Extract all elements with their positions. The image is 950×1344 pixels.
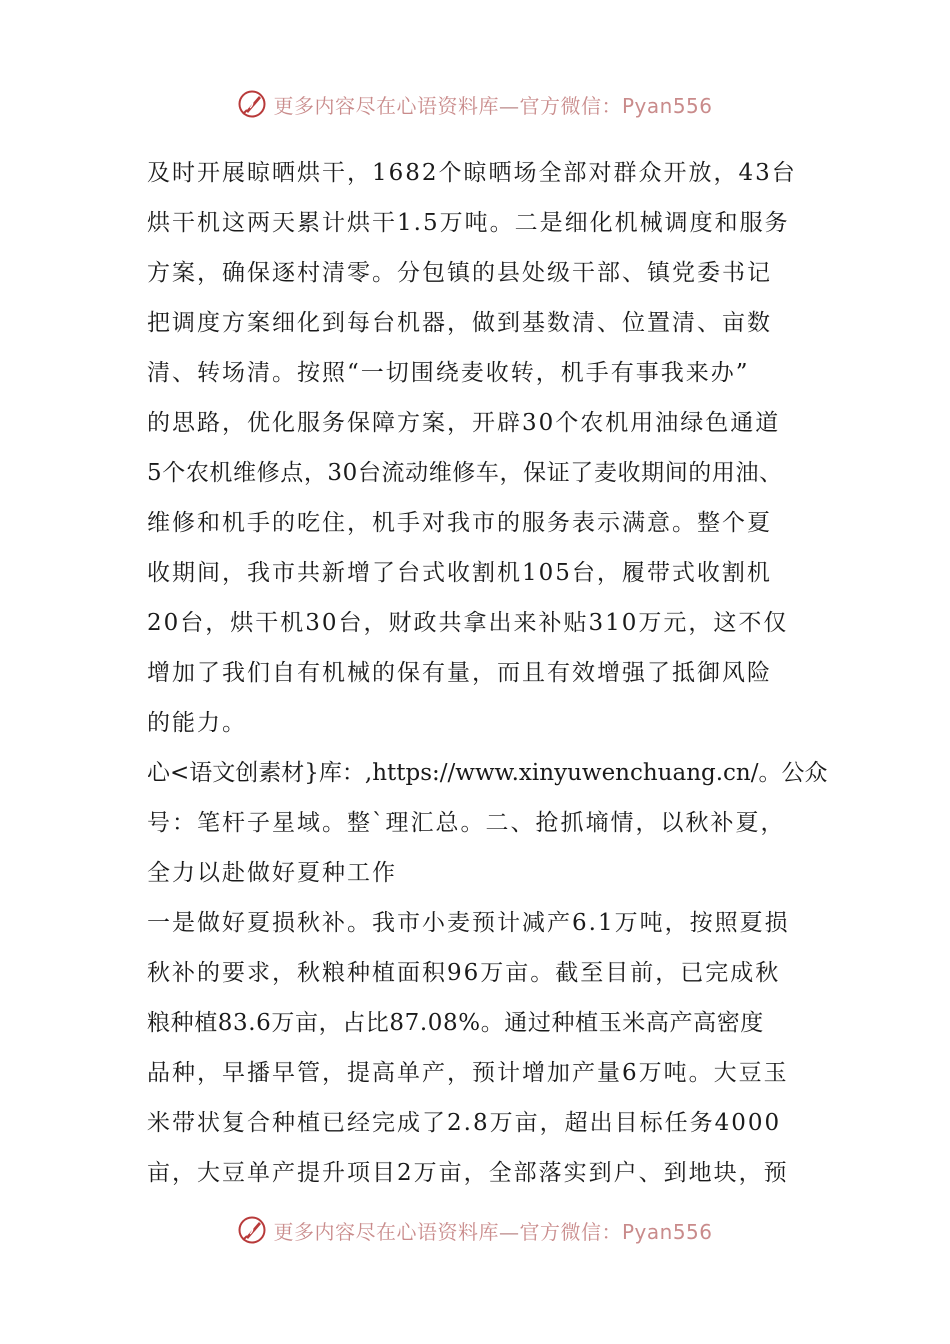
banner-label-text: 官方微信： [519,93,622,118]
text-line: 号：笔杆子星域。整`理汇总。二、抢抓墒情，以秋补夏， [147,810,786,836]
text-line: 20台，烘干机30台，财政共拿出来补贴310万元，这不仅 [147,610,789,636]
text-line: 把调度方案细化到每台机器，做到基数清、位置清、亩数 [147,310,772,336]
text-line: 的能力。 [147,710,247,736]
banner-main-text: 更多内容尽在心语资料库 [273,93,499,118]
text-line: 全力以赴做好夏种工作 [147,860,397,886]
quill-pen-logo-icon [237,89,267,119]
text-line: 收期间，我市共新增了台式收割机105台，履带式收割机 [147,560,772,586]
banner-dash: — [498,93,520,118]
text-line: 清、转场清。按照“一切围绕麦收转，机手有事我来办” [147,360,750,386]
text-line: 烘干机这两天累计烘干1.5万吨。二是细化机械调度和服务 [147,210,790,236]
footer-banner [0,1210,950,1250]
banner-wechat-id: Pyan556 [621,1219,713,1244]
text-line: 增加了我们自有机械的保有量，而且有效增强了抵御风险 [147,660,772,686]
text-line: 米带状复合种植已经完成了2.8万亩，超出目标任务4000 [147,1110,782,1136]
banner-main-text: 更多内容尽在心语资料库 [273,1219,499,1244]
banner-text [273,1216,712,1245]
text-line: 5个农机维修点，30台流动维修车，保证了麦收期间的用油、 [147,460,783,486]
text-line: 品种，早播早管，提高单产，预计增加产量6万吨。大豆玉 [147,1060,789,1086]
text-line: 亩，大豆单产提升项目2万亩，全部落实到户、到地块，预 [147,1160,789,1186]
text-line-link: 心<语文创素材}库：,https://www.xinyuwenchuang.cn/。公众 [147,760,828,786]
text-line: 维修和机手的吃住，机手对我市的服务表示满意。整个夏 [147,510,772,536]
banner-wechat-id: Pyan556 [621,93,713,118]
banner-text [273,90,712,119]
banner-label-text: 官方微信： [519,1219,622,1244]
text-line: 及时开展晾晒烘干，1682个晾晒场全部对群众开放，43台 [147,160,797,186]
text-line: 秋补的要求，秋粮种植面积96万亩。截至目前，已完成秋 [147,960,781,986]
text-line: 一是做好夏损秋补。我市小麦预计减产6.1万吨，按照夏损 [147,910,790,936]
banner-dash: — [498,1219,520,1244]
quill-pen-logo-icon [237,1215,267,1245]
text-line: 方案，确保逐村清零。分包镇的县处级干部、镇党委书记 [147,260,772,286]
text-line: 的思路，优化服务保障方案，开辟30个农机用油绿色通道 [147,410,781,436]
header-banner [0,84,950,124]
document-body [147,148,827,1198]
text-line: 粮种植83.6万亩，占比87.08%。通过种植玉米高产高密度 [147,1010,764,1036]
